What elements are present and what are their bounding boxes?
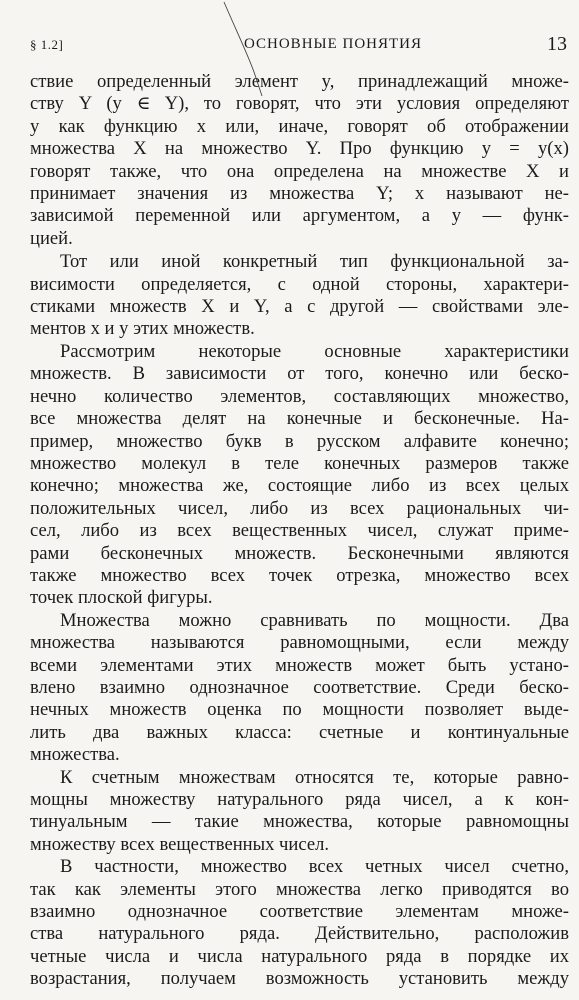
text-line: точек плоской фигуры. <box>30 587 213 609</box>
text-line: ментов x и y этих множеств. <box>30 318 255 340</box>
text-line: нечных множеств оценка по мощности позволяет выде- <box>30 699 569 721</box>
text-line: цией. <box>30 227 73 249</box>
text-line: также множество всех точек отрезка, множество всех <box>30 564 569 586</box>
text-line: множеству всех вещественных чисел. <box>30 833 329 855</box>
text-line: все множества делят на конечные и бесконечные. На- <box>30 408 569 430</box>
text-line: y как функцию x или, иначе, говорят об отображении <box>30 115 569 137</box>
text-line: всеми элементами этих множеств может быть устано- <box>30 654 569 676</box>
paragraph <box>30 71 569 250</box>
text-line: влено взаимно однозначное соответствие. Среди беско- <box>30 676 569 698</box>
text-line: Множества можно сравнивать по мощности. Два <box>60 609 569 631</box>
text-line: положительных чисел, либо из всех рациональных чи- <box>30 497 569 519</box>
paragraph <box>30 251 569 341</box>
text-line: множества. <box>30 744 120 766</box>
page-header <box>30 33 567 57</box>
text-line: пример, множество букв в русском алфавите конечно; <box>30 430 569 452</box>
text-line: Тот или иной конкретный тип функциональной за- <box>60 251 569 273</box>
text-line: стиками множеств X и Y, а с другой — свойствами эле- <box>30 296 569 318</box>
text-line: лить два важных класса: счетные и континуальные <box>30 721 569 743</box>
text-line: Рассмотрим некоторые основные характеристики <box>60 340 569 362</box>
body-text <box>30 71 569 991</box>
text-line: конечно; множества же, состоящие либо из всех целых <box>30 475 569 497</box>
text-line: множества X на множество Y. Про функцию y = y(x) <box>30 138 569 160</box>
text-line: висимости определяется, с одной стороны, характери- <box>30 273 569 295</box>
text-line: мощны множеству натурального ряда чисел, а к кон- <box>30 789 569 810</box>
paragraph <box>30 341 569 610</box>
text-line: множества называются равномощными, если между <box>30 632 569 654</box>
text-line: тинуальным — такие множества, которые равномощны <box>30 811 569 833</box>
running-title: ОСНОВНЫЕ ПОНЯТИЯ <box>244 36 423 52</box>
text-line: четные числа и числа натурального ряда в порядке их <box>30 945 569 967</box>
section-reference: § 1.2] <box>30 37 64 52</box>
paragraph <box>30 767 569 857</box>
text-line: так как элементы этого множества легко приводятся во <box>30 878 569 900</box>
text-line: В частности, множество всех четных чисел счетно, <box>60 856 569 878</box>
text-line: ства натурального ряда. Действительно, расположив <box>30 923 569 945</box>
text-line: нечно количество элементов, составляющих множество, <box>30 385 569 407</box>
text-line: ству Y (y ∈ Y), то говорят, что эти условия определяют <box>30 93 569 115</box>
text-line: множеств. В зависимости от того, конечно или беско- <box>30 363 569 385</box>
text-line: К счетным множествам относятся те, которые равно- <box>60 766 569 788</box>
text-line: говорят также, что она определена на множестве X и <box>30 160 569 182</box>
text-line: сел, либо из всех вещественных чисел, служат приме- <box>30 520 569 542</box>
page-number: 13 <box>547 33 567 55</box>
text-line: зависимой переменной или аргументом, а y — функ- <box>30 205 569 227</box>
text-line: возрастания, получаем возможность установить между <box>30 968 569 990</box>
text-line: принимает значения из множества Y; x называют не- <box>30 183 569 205</box>
text-line: ствие определенный элемент y, принадлежащий множе- <box>30 71 569 92</box>
text-line: взаимно однозначное соответствие элементам множе- <box>30 901 569 923</box>
text-line: множество молекул в теле конечных размеров также <box>30 452 569 474</box>
paragraph <box>30 856 569 990</box>
text-line: рами бесконечных множеств. Бесконечными являются <box>30 542 569 564</box>
paragraph <box>30 610 569 767</box>
